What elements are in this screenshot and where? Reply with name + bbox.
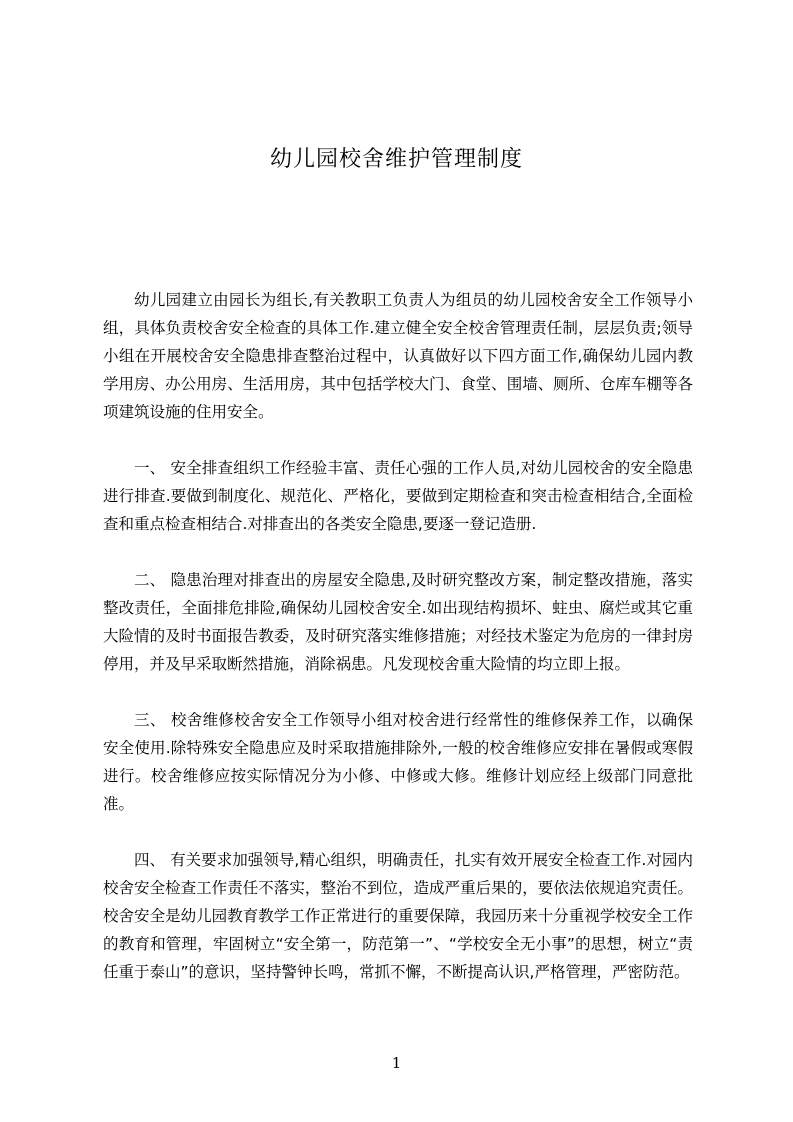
section-4-paragraph: 四、 有关要求加强领导,精心组织，明确责任，扎实有效开展安全检查工作.对园内校舍安全检查工作责任不落实，整治不到位，造成严重后果的，要依法依规追究责任。校舍安全是幼儿园教育教学工作正常进行的重要保障，我园历来十分重视学校安全工作的教育和管理，牢固树立“安全第一，防范第一”、“学校安全无小事”的思想，树立“责任重于泰山”的意识，坚持警钟长鸣，常抓不懈，不断提高认识,严格管理，严密防范。 [103,851,693,981]
intro-paragraph: 幼儿园建立由园长为组长,有关教职工负责人为组员的幼儿园校舍安全工作领导小组，具体负责校舍安全检查的具体工作.建立健全安全校舍管理责任制，层层负责;领导小组在开展校舍安全隐患排查整治过程中，认真做好以下四方面工作,确保幼儿园内教学用房、办公用房、生活用房，其中包括学校大门、食堂、围墙、厕所、仓库车棚等各项建筑设施的住用安全。 [103,291,693,421]
page-number: 1 [391,1054,402,1072]
document-body [103,286,693,1014]
document-title: 幼儿园校舍维护管理制度 [269,147,523,172]
section-3-paragraph: 三、 校舍维修校舍安全工作领导小组对校舍进行经常性的维修保养工作，以确保安全使用.除特殊安全隐患应及时采取措施排除外,一般的校舍维修应安排在暑假或寒假进行。校舍维修应按实际情况分为小修、中修或大修。维修计划应经上级部门同意批准。 [103,711,693,813]
section-1-paragraph: 一、 安全排查组织工作经验丰富、责任心强的工作人员,对幼儿园校舍的安全隐患进行排查.要做到制度化、规范化、严格化，要做到定期检查和突击检查相结合,全面检查和重点检查相结合.对排查出的各类安全隐患,要逐一登记造册. [103,459,693,533]
section-2-paragraph: 二、 隐患治理对排查出的房屋安全隐患,及时研究整改方案，制定整改措施，落实整改责任，全面排危排险,确保幼儿园校舍安全.如出现结构损坏、蛀虫、腐烂或其它重大险情的及时书面报告教委，及时研究落实维修措施；对经技术鉴定为危房的一律封房停用，并及早采取断然措施，消除祸患。凡发现校舍重大险情的均立即上报。 [103,571,693,673]
